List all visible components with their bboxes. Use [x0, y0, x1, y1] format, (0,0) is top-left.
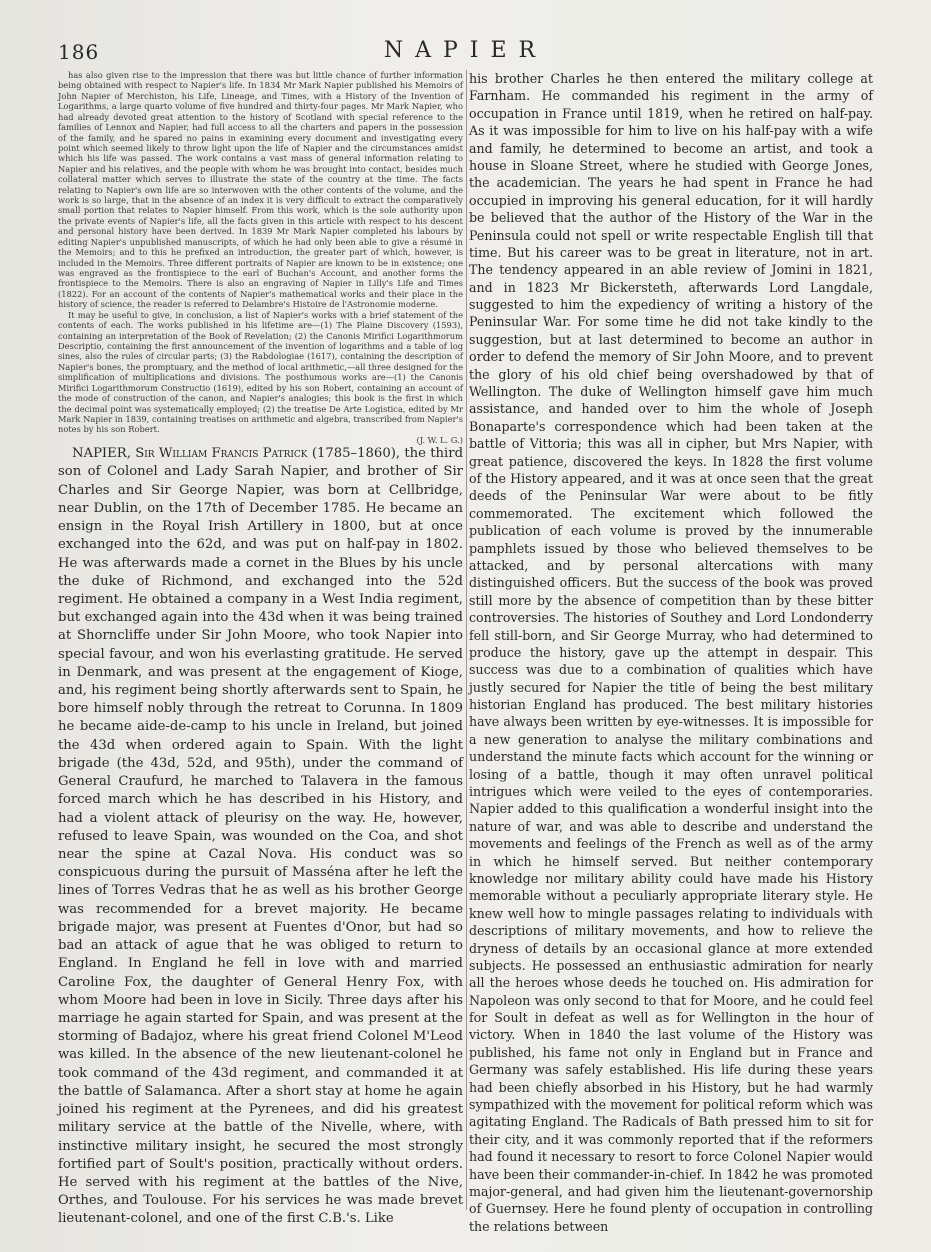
left-column: [58, 70, 463, 1229]
author-signature: (J. W. L. G.): [416, 434, 463, 445]
article-opening: [58, 445, 463, 1228]
column-divider: [466, 70, 467, 1210]
article-body-right: [469, 70, 873, 1235]
small-paragraph: It may be useful to give, in conclusion, a list of Napier's works with a brief statement of the contents of each. The works published in his lifetime are—(1) The Plaine Discovery (1593), containing an interpretation of the Book of Revelation; (2) the Canonis Mirifici Logarithmorum Descriptio, containing the first announcement of the invention of logarithms and a table of log sines, also the rules of circular parts; (3) the Rabdologiae (1617), containing the description of Napier's bones, the promptuary, and the method of local arithmetic,—all three designed for the simplification of multiplications and divisions. The posthumous works are—(1) the Canonis Mirifici Logarithmorum Constructio (1619), edited by his son Robert, containing an account of the mode of construction of the canon, and Napier's analogies; this book is the first in which the decimal point was systematically employed; (2) the treatise De Arte Logistica, edited by Mr Mark Napier in 1839, containing treatises on arithmetic and algebra, transcribed from Napier's notes by his son Robert.: [58, 309, 463, 435]
article-headword: NAPIER, Sir William Francis Patrick: [72, 446, 308, 462]
right-column: [469, 70, 873, 1235]
article-text: the third son of Colonel and Lady Sarah Napier, and brother of Sir Charles and Sir George Napier, was born at Cellbridge, near Dublin, on the 17th of December 1785. He became an ensign in the Royal Irish Artillery in 1800, but at once exchanged into the 62d, and was put on half-pay in 1802. He was afterwards made a cornet in the Blues by his uncle the duke of Richmond, and exchanged into the 52d regiment. He obtained a company in a West India regiment, but exchanged again into the 43d when it was being trained at Shorncliffe under Sir John Moore, who took Napier into special favour, and won his everlasting gratitude. He served in Denmark, and was present at the engagement of Kioge, and, his regiment being shortly afterwards sent to Spain, he bore himself nobly through the retreat to Corunna. In 1809 he became aide-de-camp to his uncle in Ireland, but joined the 43d when ordered again to Spain. With the light brigade (the 43d, 52d, and 95th), under the command of General Craufurd, he marched to Talavera in the famous forced march which he has described in his History, and had a violent attack of pleurisy on the way. He, however, refused to leave Spain, was wounded on the Coa, and shot near the spine at Cazal Nova. His conduct was so conspicuous during the pursuit of Masséna after he left the lines of Torres Vedras that he as well as his brother George was recommended for a brevet majority. He became brigade major, was present at Fuentes d'Onor, but had so bad an attack of ague that he was obliged to return to England. In England he fell in love with and married Caroline Fox, the daughter of General Henry Fox, with whom Moore had been in love in Sicily. Three days after his marriage he again started for Spain, and was present at the storming of Badajoz, where his great friend Colonel M'Leod was killed. In the absence of the new lieutenant-colonel he took command of the 43d regiment, and commanded it at the battle of Salamanca. After a short stay at home he again joined his regiment at the Pyrenees, and did his greatest military service at the battle of the Nivelle, where, with instinctive military insight, he secured the most strongly fortified part of Soult's position, practically without orders. He served with his regiment at the battles of the Nive, Orthes, and Toulouse. For his services he was made brevet lieutenant-colonel, and one of the first C.B.'s. Like: [58, 446, 464, 1227]
article-body-left: [58, 445, 463, 1228]
page-number: 186: [58, 40, 100, 64]
article-dates: (1785–1860),: [311, 446, 401, 462]
previous-article-end: [58, 70, 463, 445]
small-paragraph: has also given rise to the impression that there was but little chance of further information being obtained with respect to Napier's life. In 1834 Mr Mark Napier published his Memoirs of John Napier of Merchiston, his Life, Lineage, and Times, with a History of the Invention of Logarithms, a large quarto volume of five hundred and thirty-four pages. Mr Mark Napier, who had already devoted great attention to the history of Scotland with special reference to the families of Lennox and Napier, had full access to all the charters and papers in the possession of the family, and he spared no pains in examining every document and investigating every point which seemed likely to throw light upon the life of Napier and the circumstances amidst which his life was passed. The work contains a vast mass of general information relating to Napier and his relatives, and the people with whom he was brought into contact, besides much collateral matter which serves to illustrate the state of the country at the time. The facts relating to Napier's own life are so interwoven with the other contents of the volume, and the work is so large, that in the absence of an index it is very difficult to extract the comparatively small portion that relates to Napier himself. From this work, which is the sole authority upon the private events of Napier's life, all the facts given in this article with respect to his descent and personal history have been derived. In 1839 Mr Mark Napier completed his labours by editing Napier's unpublished manuscripts, of which he had only been able to give a résumé in the Memoirs; and to this he prefixed an introduction, the greater part of which, however, is included in the Memoirs. Three different portraits of Napier are known to be in existence; one was engraved as the frontispiece to the earl of Buchan's Account, and another forms the frontispiece to the Memoirs. There is also an engraving of Napier in Lilly's Life and Times (1822). For an account of the contents of Napier's mathematical works and their place in the history of science, the reader is referred to Delambre's Histoire de l'Astronomie moderne.: [58, 70, 463, 310]
running-head: NAPIER: [383, 38, 548, 63]
article-continuation: his brother Charles he then entered the military college at Farnham. He commanded his regiment in the army of occupation in France until 1819, when he retired on half-pay. As it was impossible for him to live on his half-pay with a wife and family, he determined to become an artist, and took a house in Sloane Street, where he studied with George Jones, the academician. The years he had spent in France he had occupied in improving his general education, for it will hardly be believed that the author of the History of the War in the Peninsula could not spell or write respectable English till that time. But his career was to be great in literature, not in art. The tendency appeared in an able review of Jomini in 1821, and in 1823 Mr Bickersteth, afterwards Lord Langdale, suggested to him the expediency of writing a history of the Peninsular War. For some time he did not take kindly to the suggestion, but at last determined to become an author in order to defend the memory of Sir John Moore, and to prevent the glory of his old chief being overshadowed by that of Wellington. The duke of Wellington himself gave him much assistance, and handed over to him the whole of Joseph Bonaparte's correspondence which had been taken at the battle of Vittoria; this was all in cipher, but Mrs Napier, with great patience, discovered the keys. In 1828 the first volume of the History appeared, and it was at once seen that the great deeds of the Peninsular War were about to be fitly commemorated. The excitement which followed the publication of each volume is proved by the innumerable pamphlets issued by those who believed themselves to be attacked, and by personal altercations with many distinguished officers. But the success of the book was proved still more by the absence of competition than by these bitter controversies. The histories of Southey and Lord Londonderry fell still-born, and Sir George Murray, who had determined to produce the history, gave up the attempt in despair. This success was due to a combination of qualities which have justly secured for Napier the title of being the best military historian England has produced. The best military histories have always been written by eye-witnesses. It is impossible for a new generation to analyse the military combinations and understand the minute facts which account for the winning or losing of a battle, though it may often unravel political intrigues which were veiled to the eyes of contemporaries. Napier added to this qualification a wonderful insight into the nature of war, and was able to describe and understand the movements and feelings of the French as well as of the army in which he himself served. But neither contemporary knowledge nor military ability could have made his History memorable without a peculiarly appropriate literary style. He knew well how to mingle passages relating to individuals with descriptions of military movements, and how to relieve the dryness of details by an occasional glance at more extended subjects. He possessed an enthusiastic admiration for nearly all the heroes whose deeds he touched on. His admiration for Napoleon was only second to that for Moore, and he could feel for Soult in defeat as well as for Wellington in the hour of victory. When in 1840 the last volume of the History was published, his fame not only in England but in France and Germany was safely established. His life during these years had been chiefly absorbed in his History, but he had warmly sympathized with the movement for political reform which was agitating England. The Radicals of Bath pressed him to sit for their city, and it was commonly reported that if the reformers had found it necessary to resort to force Colonel Napier would have been their commander-in-chief. In 1842 he was promoted major-general, and had given him the lieutenant-governorship of Guernsey. Here he found plenty of occupation in controlling the relations between: [469, 71, 873, 1234]
